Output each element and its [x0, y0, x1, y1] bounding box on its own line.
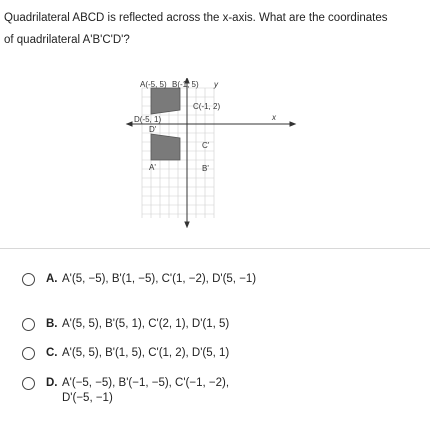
choice-a[interactable] — [22, 272, 262, 287]
choice-d-letter: D. — [46, 377, 58, 389]
choice-a-letter: A. — [46, 273, 58, 285]
label-a: A(-5, 5) — [140, 80, 167, 89]
choice-d[interactable] — [22, 376, 262, 406]
choice-c[interactable] — [22, 346, 382, 361]
label-d: D(-5, 1) — [134, 115, 162, 124]
label-d-prime: D' — [149, 125, 157, 134]
divider — [0, 248, 430, 249]
choice-d-text: A'(−5, −5), B'(−1, −5), C'(−1, −2), D'(−5, −1) — [62, 377, 230, 404]
label-b: B(-1, 5) — [172, 80, 199, 89]
label-c-prime: C' — [202, 141, 210, 150]
choice-b-text: A'(5, 5), B'(5, 1), C'(2, 1), D'(1, 5) — [62, 318, 230, 330]
coordinate-graph — [122, 78, 302, 228]
question-line-2: of quadrilateral A'B'C'D'? — [4, 34, 130, 46]
quadrilateral-abcd — [151, 88, 180, 114]
quadrilateral-reflected — [151, 134, 180, 160]
choice-c-text: A'(5, 5), B'(1, 5), C'(1, 2), D'(5, 1) — [62, 347, 230, 359]
radio-button-c[interactable] — [22, 347, 35, 360]
choice-a-text: A'(5, −5), B'(1, −5), C'(1, −2), D'(5, −1) — [62, 273, 257, 285]
label-a-prime: A' — [149, 163, 156, 172]
question-text — [4, 7, 424, 51]
choice-b-letter: B. — [46, 318, 58, 330]
radio-button-a[interactable] — [22, 273, 35, 286]
label-b-prime: B' — [202, 164, 209, 173]
choice-b[interactable] — [22, 317, 382, 332]
label-c: C(-1, 2) — [193, 102, 221, 111]
label-x: x — [272, 113, 276, 122]
question-line-1: Quadrilateral ABCD is reflected across the x-axis. What are the coordinates — [4, 12, 388, 24]
radio-button-d[interactable] — [22, 377, 35, 390]
radio-button-b[interactable] — [22, 318, 35, 331]
choice-c-letter: C. — [46, 347, 58, 359]
label-y: y — [214, 80, 218, 89]
